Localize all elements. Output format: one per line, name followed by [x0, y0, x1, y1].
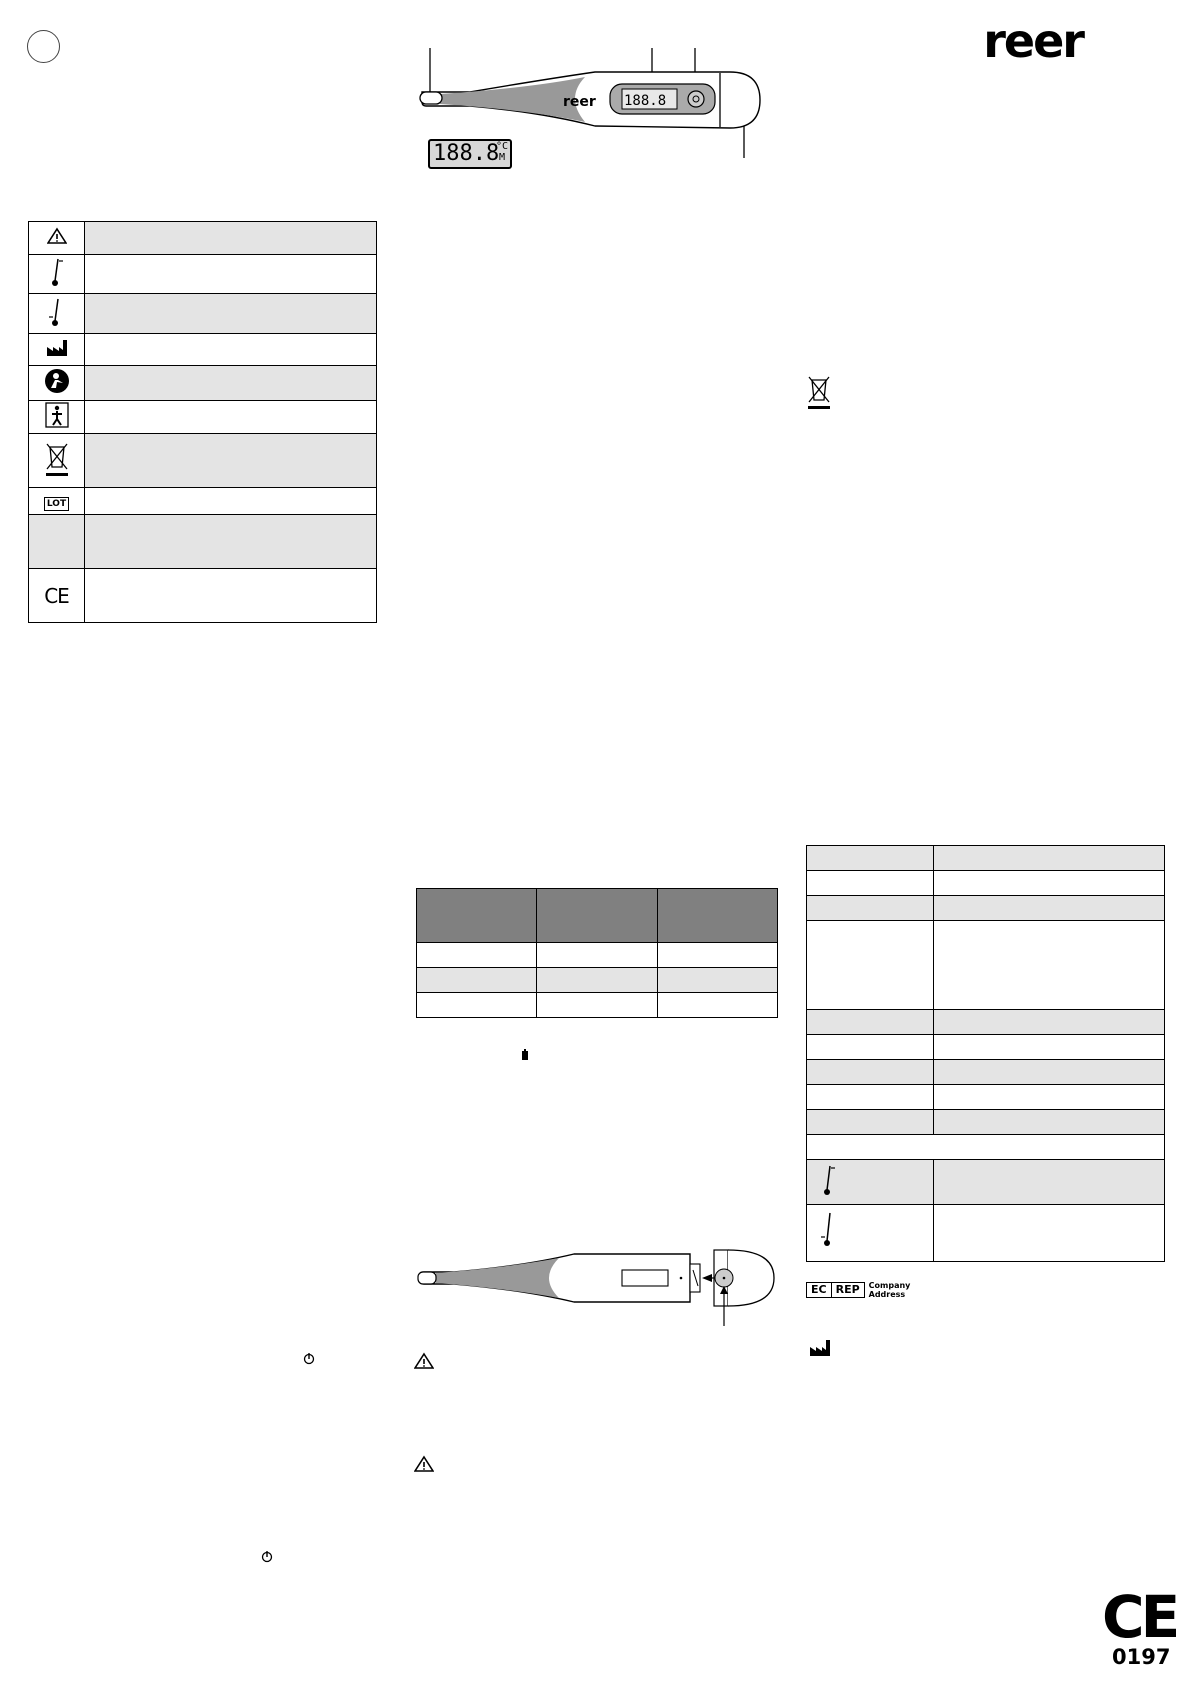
thermometer-max-icon — [47, 257, 67, 287]
ec-rep-company: Company — [868, 1281, 911, 1290]
lot-icon: LOT — [44, 497, 69, 511]
spec-row — [807, 1060, 1165, 1085]
ec-label: EC — [811, 1283, 827, 1296]
svg-text:reer: reer — [563, 94, 596, 110]
ec-rep-address — [869, 1281, 911, 1299]
lcd-reading: 188.8 — [433, 141, 500, 166]
spec-row — [807, 1205, 1165, 1262]
spec-row — [807, 896, 1165, 921]
symbols-row — [29, 255, 377, 294]
thermometer-max-icon — [819, 1164, 839, 1196]
manufacturer-icon — [808, 1338, 832, 1358]
measurement-row — [417, 968, 778, 993]
symbols-row — [29, 334, 377, 366]
spec-row — [807, 1010, 1165, 1035]
spec-row — [807, 1085, 1165, 1110]
warning-icon — [414, 1352, 434, 1370]
measurement-row — [417, 993, 778, 1018]
battery-icon — [521, 1049, 529, 1061]
lcd-units — [496, 141, 508, 163]
measurement-row — [417, 943, 778, 968]
display-digits-small: 188.8 — [624, 93, 667, 109]
symbols-row — [29, 515, 377, 569]
battery-replacement-diagram — [414, 1240, 794, 1330]
thermometer-min-icon — [819, 1211, 839, 1249]
symbols-row — [29, 294, 377, 334]
specification-table — [806, 845, 1165, 1262]
symbols-row — [29, 434, 377, 488]
measurement-table — [416, 888, 778, 1018]
ce-mark: CE — [1102, 1583, 1177, 1651]
weee-icon — [806, 374, 832, 410]
power-button-icon — [303, 1352, 315, 1365]
power-button-icon — [261, 1550, 273, 1563]
ec-rep-block — [806, 1281, 910, 1299]
lcd-unit-memory: M — [498, 152, 505, 163]
lcd-display — [428, 139, 512, 169]
ce-icon: CE — [44, 583, 69, 608]
warning-icon — [47, 227, 67, 245]
symbols-row — [29, 401, 377, 434]
symbols-row — [29, 222, 377, 255]
power-button-icon — [688, 91, 704, 107]
type-bf-icon — [45, 402, 69, 428]
symbols-table — [28, 221, 377, 623]
lcd-unit-celsius: °C — [495, 141, 508, 152]
spec-row — [807, 1110, 1165, 1135]
thermometer-min-icon — [47, 297, 67, 327]
language-indicator — [27, 30, 60, 63]
symbols-row — [29, 366, 377, 401]
brand-logo: reer — [983, 14, 1083, 68]
spec-row — [807, 1160, 1165, 1205]
symbols-row — [29, 569, 377, 623]
ec-rep-address-line: Address — [868, 1290, 906, 1299]
symbols-row — [29, 488, 377, 515]
spec-row — [807, 846, 1165, 871]
measurement-header-row — [417, 889, 778, 943]
ec-rep-symbol — [806, 1282, 865, 1298]
spec-row — [807, 921, 1165, 1010]
rep-label: REP — [831, 1283, 864, 1297]
weee-icon — [44, 441, 70, 477]
warning-icon — [414, 1455, 434, 1473]
spec-row — [807, 1035, 1165, 1060]
notified-body-number: 0197 — [1112, 1645, 1171, 1669]
read-manual-icon — [44, 368, 70, 394]
manufacturer-icon — [45, 338, 69, 358]
spec-row — [807, 871, 1165, 896]
spec-row — [807, 1135, 1165, 1160]
